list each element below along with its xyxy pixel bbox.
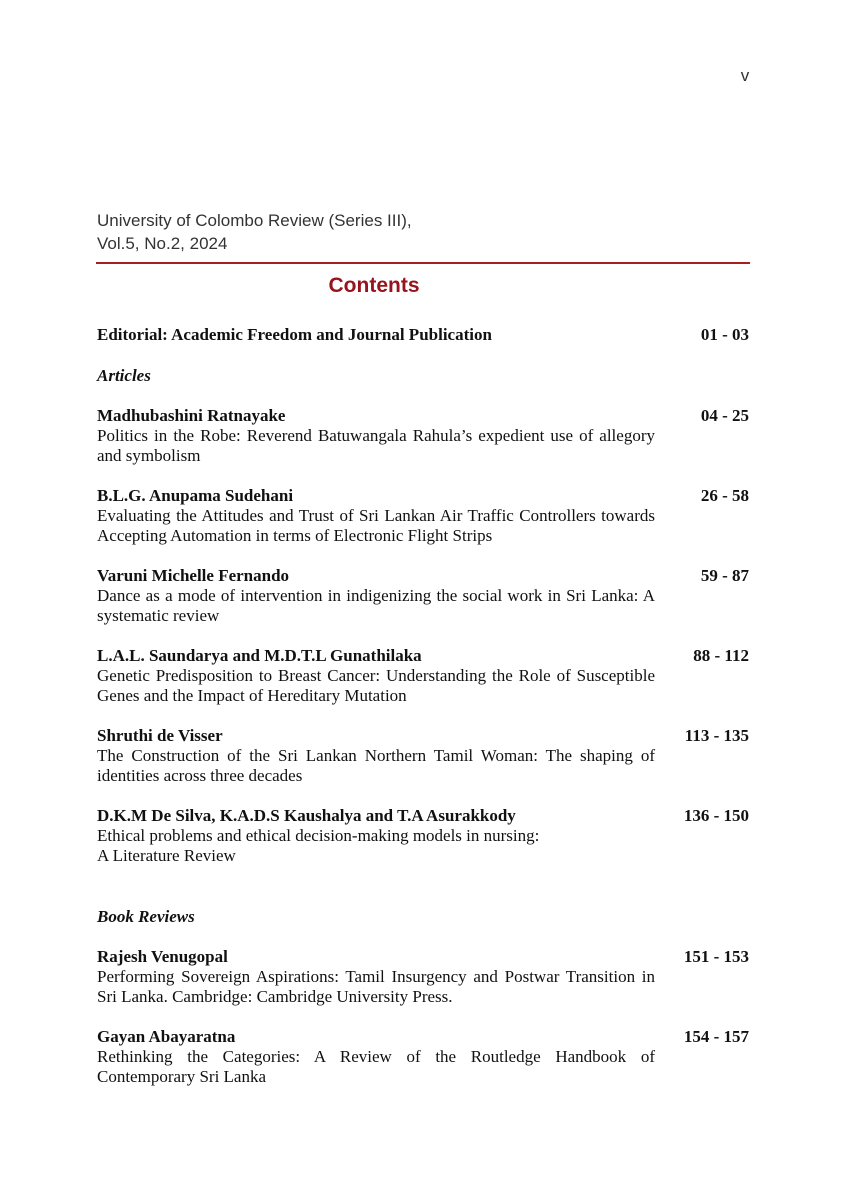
page-number: v [740, 66, 750, 85]
entry-author: Gayan Abayaratna [97, 1027, 236, 1046]
toc-entry [97, 646, 655, 706]
entry-title: Evaluating the Attitudes and Trust of Sri Lankan Air Traffic Controllers towards Accepting Automation in terms of Electronic Flight Strips [97, 506, 655, 545]
journal-info [97, 209, 657, 255]
toc-entry [97, 1027, 655, 1087]
header-rule [96, 262, 750, 264]
entry-pages: 151 - 153 [683, 947, 749, 966]
toc-entry [97, 566, 655, 626]
editorial-pages: 01 - 03 [700, 325, 749, 344]
entry-author: Shruthi de Visser [97, 726, 223, 745]
entry-author: L.A.L. Saundarya and M.D.T.L Gunathilaka [97, 646, 422, 665]
book-reviews-heading: Book Reviews [97, 907, 195, 926]
toc-entry [97, 406, 655, 466]
entry-title-line-1: Ethical problems and ethical decision-making models in nursing: [97, 826, 540, 845]
entry-author: B.L.G. Anupama Sudehani [97, 486, 294, 505]
toc-entry [97, 486, 655, 546]
toc-entry [97, 806, 655, 866]
entry-author: D.K.M De Silva, K.A.D.S Kaushalya and T.A Asurakkody [97, 806, 516, 825]
entry-title: The Construction of the Sri Lankan Northern Tamil Woman: The shaping of identities across three decades [97, 746, 655, 785]
toc-entry [97, 947, 655, 1007]
entry-author: Madhubashini Ratnayake [97, 406, 286, 425]
entry-author: Varuni Michelle Fernando [97, 566, 290, 585]
entry-title: Genetic Predisposition to Breast Cancer: Understanding the Role of Susceptible Genes and the Impact of Hereditary Mutation [97, 666, 655, 705]
entry-title: Dance as a mode of intervention in indigenizing the social work in Sri Lanka: A systematic review [97, 586, 655, 625]
entry-pages: 154 - 157 [683, 1027, 749, 1046]
entry-title: Politics in the Robe: Reverend Batuwangala Rahula’s expedient use of allegory and symbolism [97, 426, 655, 465]
entry-pages: 136 - 150 [683, 806, 749, 825]
entry-pages: 26 - 58 [700, 486, 749, 505]
entry-pages: 59 - 87 [700, 566, 749, 585]
entry-pages: 113 - 135 [684, 726, 749, 745]
entry-title: Performing Sovereign Aspirations: Tamil Insurgency and Postwar Transition in Sri Lanka. Cambridge: Cambridge University Press. [97, 967, 655, 1006]
editorial-title: Editorial: Academic Freedom and Journal Publication [97, 325, 492, 344]
entry-pages: 88 - 112 [693, 646, 749, 665]
journal-title: University of Colombo Review (Series III), [97, 211, 412, 230]
entry-pages: 04 - 25 [700, 406, 749, 425]
entry-author: Rajesh Venugopal [97, 947, 228, 966]
journal-volume: Vol.5, No.2, 2024 [97, 234, 228, 253]
articles-heading: Articles [97, 366, 151, 385]
entry-title-line-2: A Literature Review [97, 846, 236, 865]
entry-title: Rethinking the Categories: A Review of the Routledge Handbook of Contemporary Sri Lanka [97, 1047, 655, 1086]
contents-heading: Contents [328, 274, 420, 297]
toc-entry [97, 726, 655, 786]
